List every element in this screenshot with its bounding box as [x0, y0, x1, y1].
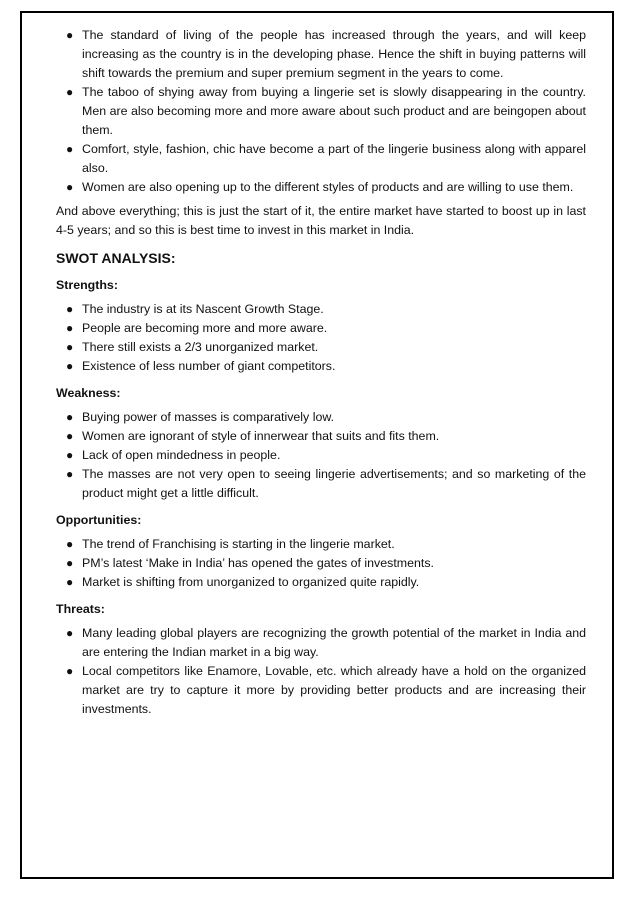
list-item: ● Buying power of masses is comparatively low.: [56, 408, 586, 427]
bullet-icon: ●: [66, 180, 74, 194]
bullet-icon: ●: [66, 302, 74, 316]
weakness-list: [56, 408, 586, 503]
list-item: ● Local competitors like Enamore, Lovable, etc. which already have a hold on the organized market are try to capture it more by providing better products and are increasing their investments.: [66, 664, 586, 716]
opportunities-list: [56, 535, 586, 592]
list-item: ● The taboo of shying away from buying a lingerie set is slowly disappearing in the country. Men are also becoming more and more aware about such product and are beingopen about them.: [66, 85, 586, 137]
list-item: ● Women are ignorant of style of innerwear that suits and fits them.: [56, 427, 586, 446]
strengths-list: [56, 300, 586, 376]
bullet-icon: ●: [66, 321, 74, 335]
bullet-icon: ●: [66, 28, 74, 42]
document-body: [56, 26, 586, 719]
list-item: ● Market is shifting from unorganized to organized quite rapidly.: [56, 573, 586, 592]
list-item: ● There still exists a 2/3 unorganized market.: [56, 338, 586, 357]
bullet-icon: ●: [66, 142, 74, 156]
bullet-icon: ●: [66, 626, 74, 640]
list-item: ● PM’s latest ‘Make in India’ has opened the gates of investments.: [56, 554, 586, 573]
list-item: ● Lack of open mindedness in people.: [56, 446, 586, 465]
bullet-icon: ●: [66, 429, 74, 443]
opportunities-heading: Opportunities:: [56, 513, 142, 527]
bullet-icon: ●: [66, 537, 74, 551]
bullet-icon: ●: [66, 85, 74, 99]
bullet-icon: ●: [66, 448, 74, 462]
weakness-heading: Weakness:: [56, 386, 121, 400]
bullet-icon: ●: [66, 359, 74, 373]
bullet-icon: ●: [66, 340, 74, 354]
bullet-icon: ●: [66, 575, 74, 589]
bullet-icon: ●: [66, 410, 74, 424]
list-item: ● Comfort, style, fashion, chic have become a part of the lingerie business along with apparel also.: [66, 142, 586, 175]
intro-bullet-list: [56, 26, 586, 197]
threats-heading: Threats:: [56, 602, 105, 616]
list-item: ● People are becoming more and more aware.: [56, 319, 586, 338]
bullet-icon: ●: [66, 664, 74, 678]
list-item: ● The masses are not very open to seeing lingerie advertisements; and so marketing of the product might get a little difficult.: [66, 467, 586, 500]
swot-title: SWOT ANALYSIS:: [56, 250, 176, 266]
list-item: ● The industry is at its Nascent Growth Stage.: [56, 300, 586, 319]
bullet-icon: ●: [66, 556, 74, 570]
bullet-icon: ●: [66, 467, 74, 481]
list-item: ● Many leading global players are recognizing the growth potential of the market in India and are entering the Indian market in a big way.: [66, 626, 586, 659]
threats-list: [56, 624, 586, 719]
strengths-heading: Strengths:: [56, 278, 118, 292]
list-item: ● Existence of less number of giant competitors.: [56, 357, 586, 376]
list-item: ● The trend of Franchising is starting in the lingerie market.: [56, 535, 586, 554]
list-item: ● Women are also opening up to the different styles of products and are willing to use them.: [56, 178, 586, 197]
list-item: ● The standard of living of the people has increased through the years, and will keep increasing as the country is in the developing phase. Hence the shift in buying patterns will shift towards the premium and super premium segment in the years to come.: [66, 28, 586, 80]
closing-paragraph: And above everything; this is just the start of it, the entire market have started to boost up in last 4-5 years; and so this is best time to invest in this market in India.: [56, 204, 586, 237]
